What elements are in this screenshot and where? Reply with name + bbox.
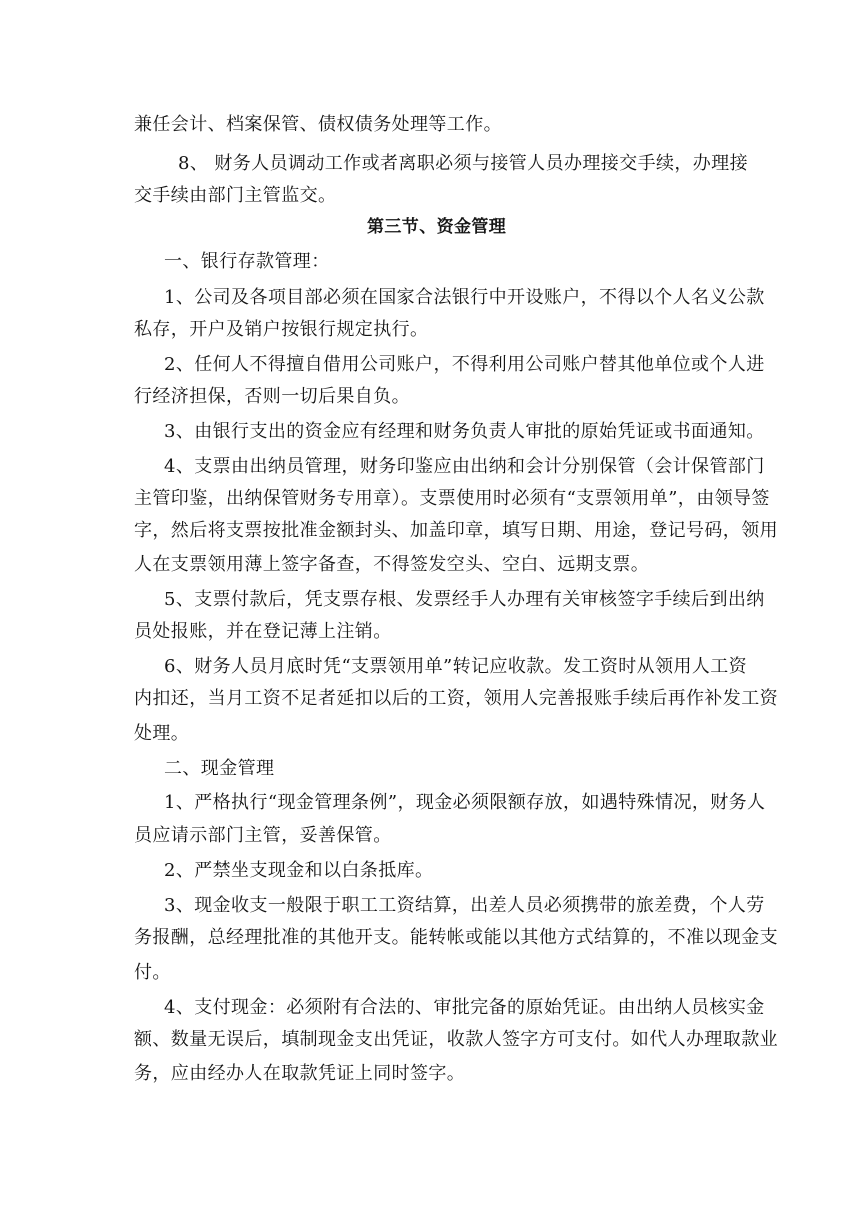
text-line: 4、支票由出纳员管理，财务印鉴应由出纳和会计分别保管（会计保管部门 bbox=[164, 456, 765, 477]
text-line: 务，应由经办人在取款凭证上同时签字。 bbox=[134, 1063, 466, 1084]
text-line: 2、严禁坐支现金和以白条抵库。 bbox=[164, 860, 434, 881]
text-line: 5、支票付款后，凭支票存根、发票经手人办理有关审核签字手续后到出纳 bbox=[164, 589, 765, 610]
text-line: 付。 bbox=[134, 962, 171, 983]
text-line: 3、由银行支出的资金应有经理和财务负责人审批的原始凭证或书面通知。 bbox=[164, 421, 765, 442]
text-line: 主管印鉴，出纳保管财务专用章）。支票使用时必须有“支票领用单”，由领导签 bbox=[134, 488, 770, 509]
text-line: 6、财务人员月底时凭“支票领用单”转记应收款。发工资时从领用人工资 bbox=[164, 656, 748, 677]
text-line: 2、任何人不得擅自借用公司账户，不得利用公司账户替其他单位或个人进 bbox=[164, 354, 765, 375]
section-heading: 第三节、资金管理 bbox=[367, 217, 507, 237]
subsection-heading: 一、银行存款管理： bbox=[164, 251, 330, 272]
text-line: 人在支票领用薄上签字备查，不得签发空头、空白、远期支票。 bbox=[134, 554, 650, 575]
text-line: 处理。 bbox=[134, 723, 190, 744]
text-line: 兼任会计、档案保管、债权债务处理等工作。 bbox=[134, 114, 502, 135]
text-line: 4、支付现金：必须附有合法的、审批完备的原始凭证。由出纳人员核实金 bbox=[164, 997, 765, 1018]
text-line: 员应请示部门主管，妥善保管。 bbox=[134, 825, 392, 846]
text-line: 员处报账，并在登记薄上注销。 bbox=[134, 621, 392, 642]
text-line: 1、公司及各项目部必须在国家合法银行中开设账户，不得以个人名义公款 bbox=[164, 287, 765, 308]
text-line: 私存，开户及销户按银行规定执行。 bbox=[134, 319, 429, 340]
subsection-heading: 二、现金管理 bbox=[164, 758, 275, 779]
text-line: 8、 财务人员调动工作或者离职必须与接管人员办理接交手续，办理接 bbox=[178, 153, 748, 174]
text-line: 字，然后将支票按批准金额封头、加盖印章，填写日期、用途，登记号码，领用 bbox=[134, 520, 778, 541]
text-line: 1、严格执行“现金管理条例”，现金必须限额存放，如遇特殊情况，财务人 bbox=[164, 792, 766, 813]
text-line: 交手续由部门主管监交。 bbox=[134, 185, 337, 206]
text-line: 内扣还，当月工资不足者延扣以后的工资，领用人完善报账手续后再作补发工资 bbox=[134, 688, 778, 709]
text-line: 行经济担保，否则一切后果自负。 bbox=[134, 386, 410, 407]
text-line: 额、数量无误后，填制现金支出凭证，收款人签字方可支付。如代人办理取款业 bbox=[134, 1029, 778, 1050]
text-line: 3、现金收支一般限于职工工资结算，出差人员必须携带的旅差费，个人劳 bbox=[164, 895, 765, 916]
text-line: 务报酬，总经理批准的其他开支。能转帐或能以其他方式结算的，不准以现金支 bbox=[134, 927, 778, 948]
